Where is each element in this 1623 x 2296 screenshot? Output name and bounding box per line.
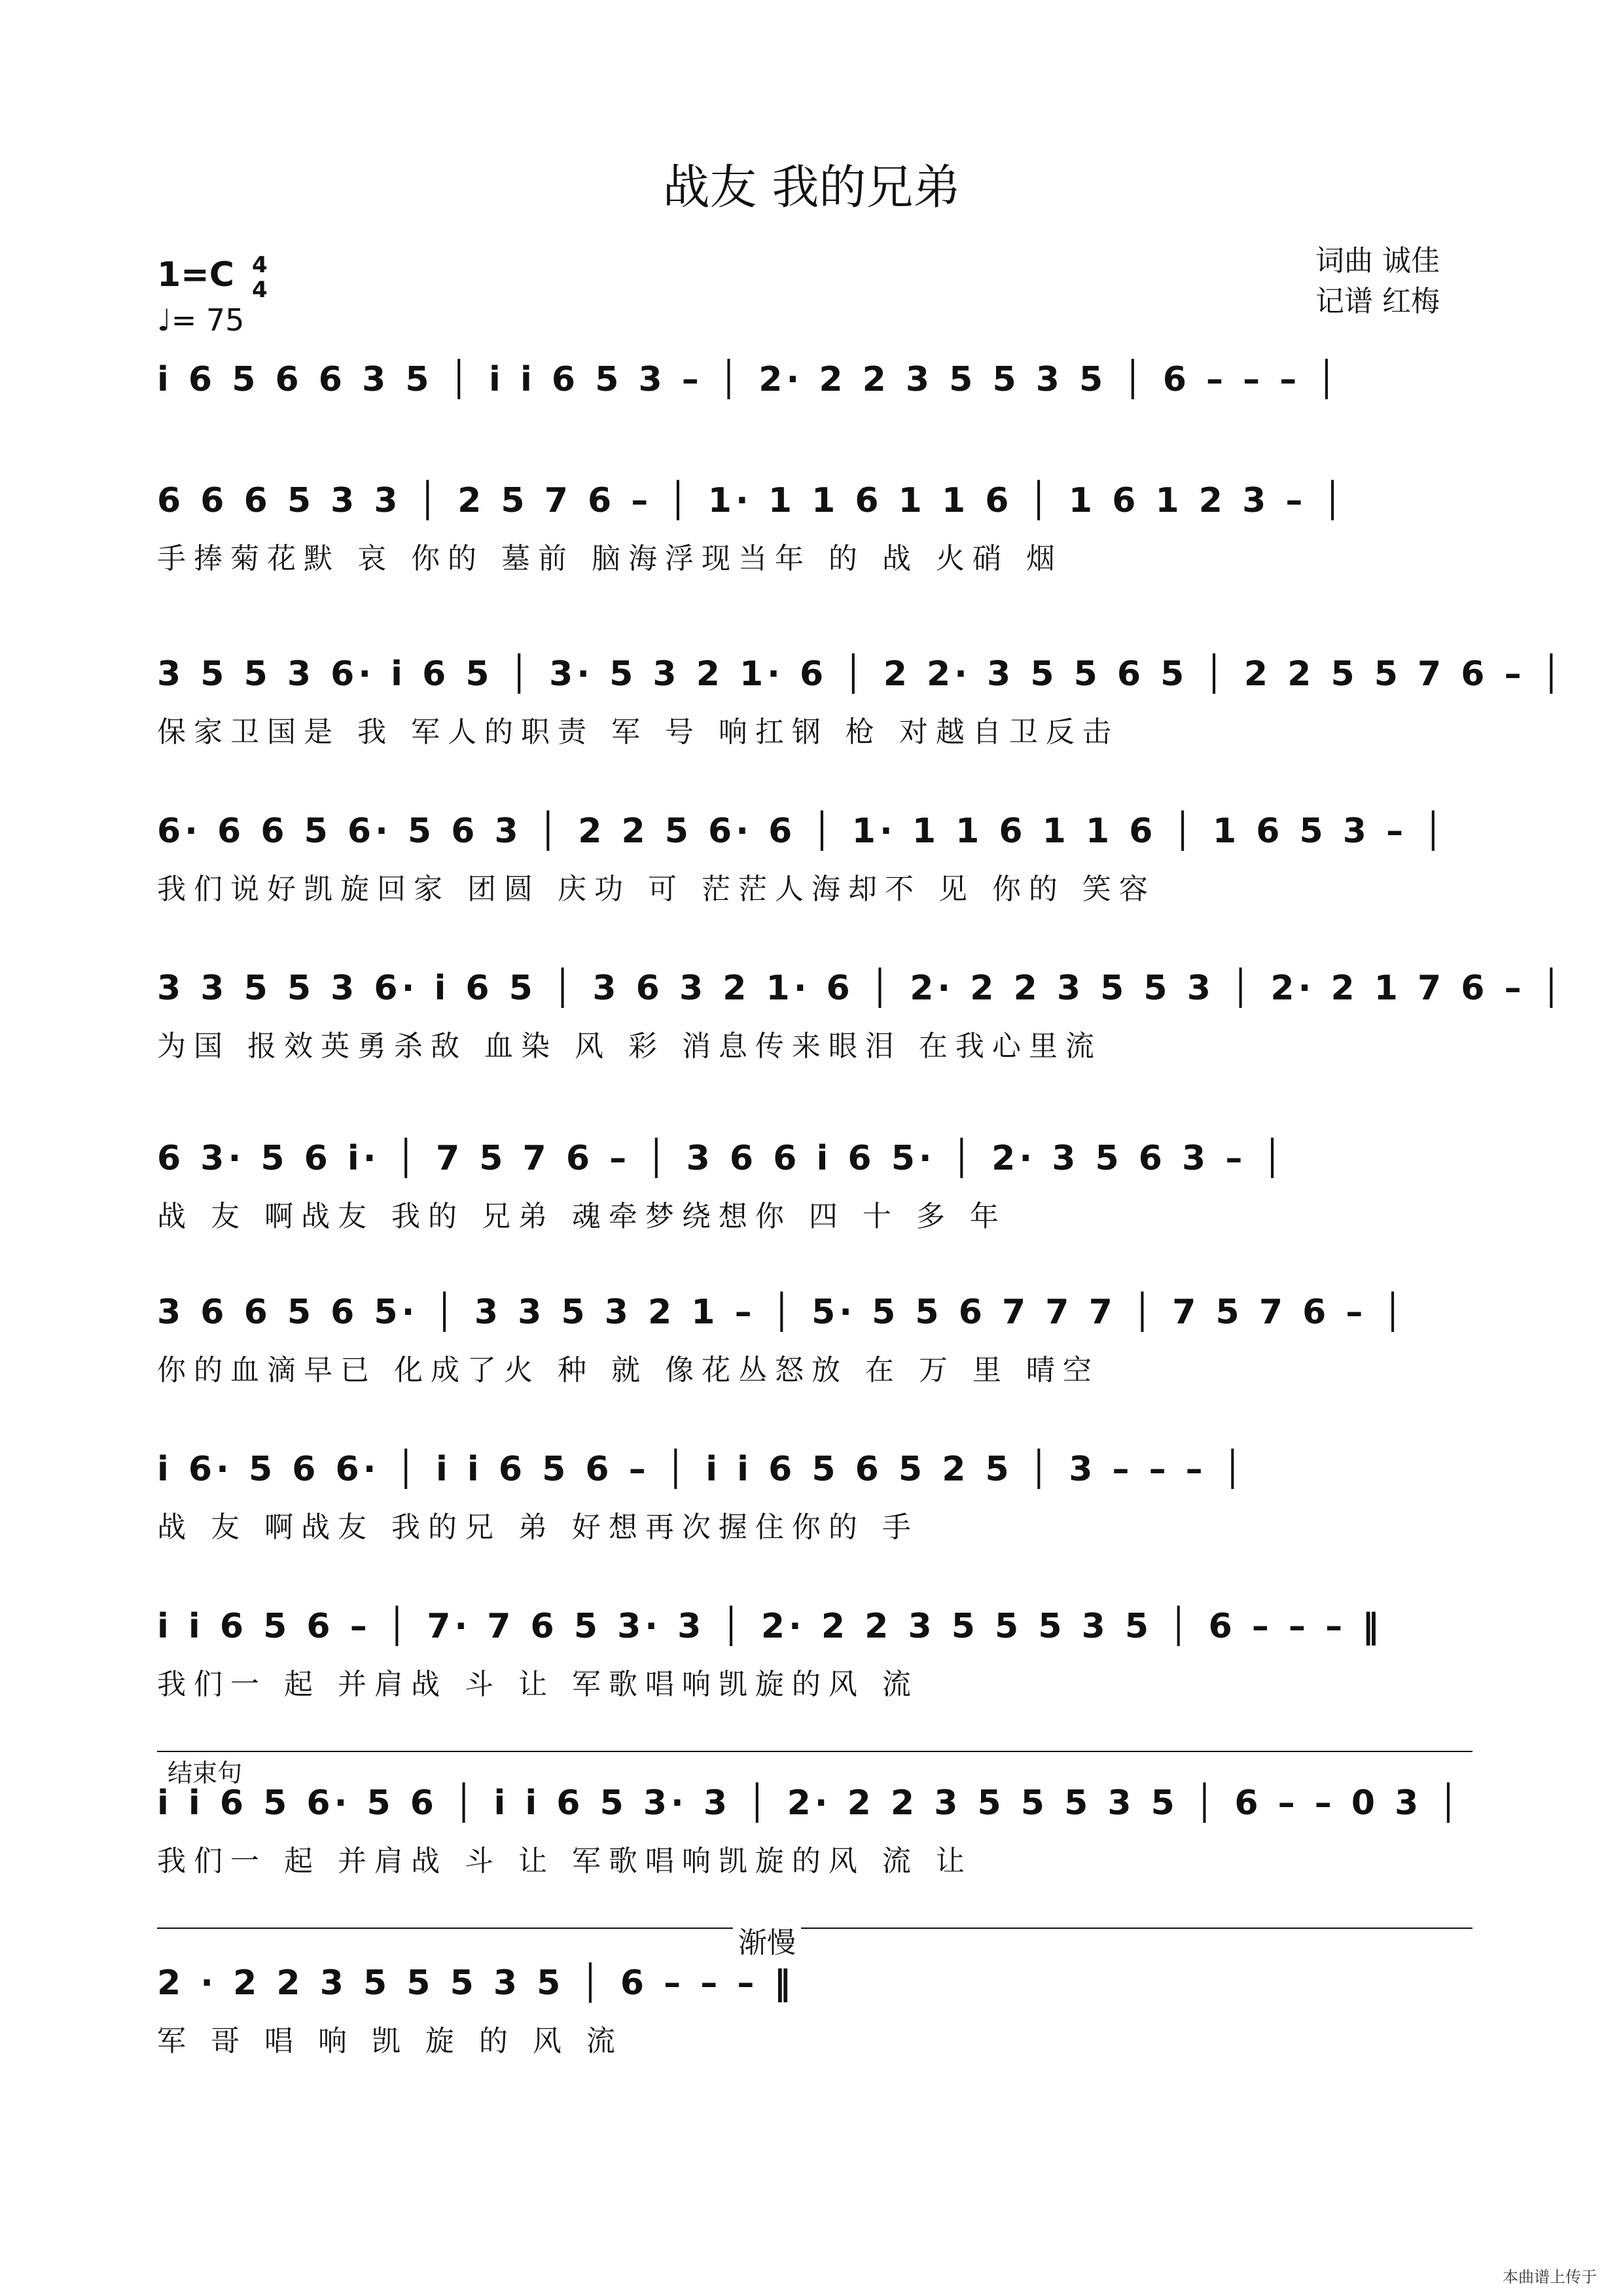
score-row-7: [157, 1286, 1472, 1417]
score-row-5: [157, 962, 1565, 1093]
credit-transcriber: 记谱 红梅: [1315, 285, 1440, 318]
lyrics: 军 哥 唱 响 凯 旋 的 风 流: [157, 2024, 623, 2058]
score-row-11: [157, 1957, 1472, 2088]
notation: i i 6 5 6· 5 6 │ i i 6 5 3· 3 │ 2· 2 2 3 5 5 5 3 5 │ 6 – – 0 3 │: [157, 1784, 1463, 1823]
lyrics: 战 友 啊战友 我的 兄弟 魂牵梦绕想你 四 十 多 年: [157, 1200, 1007, 1233]
score-row-2: [157, 475, 1472, 605]
tempo-marking: 渐慢: [733, 1919, 801, 1961]
lyrics: 你的血滴早已 化成了火 种 就 像花丛怒放 在 万 里 晴空: [157, 1354, 1099, 1387]
time-sig-top: 4: [252, 252, 268, 278]
notation: 3 3 5 5 3 6· i 6 5 │ 3 6 3 2 1· 6 │ 2· 2 2 3 5 5 3 │ 2· 2 1 7 6 – │: [157, 969, 1565, 1008]
section-rule-final: [157, 1928, 1472, 1929]
score-row-6: [157, 1132, 1472, 1263]
score-row-10: [157, 1777, 1472, 1908]
footer-credit: 本曲谱上传于: [1503, 2268, 1597, 2286]
lyrics: 保家卫国是 我 军人的职责 军 号 响扛钢 枪 对越自卫反击: [157, 715, 1119, 749]
lyrics: 我们说好凯旋回家 团圆 庆功 可 茫茫人海却不 见 你的 笑容: [157, 872, 1156, 906]
score-row-3: [157, 648, 1565, 779]
key-signature: 1=C: [157, 255, 234, 295]
page-title: 战友 我的兄弟: [662, 160, 961, 215]
notation: i i 6 5 6 – │ 7· 7 6 5 3· 3 │ 2· 2 2 3 5 5 5 3 5 │ 6 – – – ‖: [157, 1607, 1383, 1646]
time-signature: [252, 253, 268, 302]
lyrics: 战 友 啊战友 我的兄 弟 好想再次握住你的 手: [157, 1511, 919, 1544]
section-rule-ending: [157, 1751, 1472, 1752]
notation: i 6· 5 6 6· │ i i 6 5 6 – │ i i 6 5 6 5 2 5 │ 3 – – – │: [157, 1450, 1247, 1489]
score-row-4: [157, 805, 1472, 936]
notation: 3 5 5 3 6· i 6 5 │ 3· 5 3 2 1· 6 │ 2 2· 3 5 5 6 5 │ 2 2 5 5 7 6 – │: [157, 655, 1565, 694]
section-label: 结束句: [168, 1759, 243, 1787]
notation: 6 3· 5 6 i· │ 7 5 7 6 – │ 3 6 6 i 6 5· │ 2· 3 5 6 3 – │: [157, 1139, 1287, 1178]
credit-lyrics-music: 词曲 诚佳: [1315, 244, 1440, 278]
score-row-8: [157, 1443, 1472, 1574]
time-sig-bottom: 4: [252, 277, 268, 303]
lyrics: 我们一 起 并肩战 斗 让 军歌唱响凯旋的风 流: [157, 1668, 919, 1701]
score-row-1: [157, 353, 1472, 484]
notation: 6 6 6 5 3 3 │ 2 5 7 6 – │ 1· 1 1 6 1 1 6 │ 1 6 1 2 3 – │: [157, 481, 1347, 520]
notation: 2 · 2 2 3 5 5 5 3 5 │ 6 – – – ‖: [157, 1964, 795, 2003]
credits: [1315, 241, 1440, 322]
lyrics: [157, 414, 1472, 459]
tempo: ♩= 75: [157, 302, 245, 338]
lyrics: 为国 报效英勇杀敌 血染 风 彩 消息传来眼泪 在我心里流: [157, 1030, 1102, 1063]
lyrics: 手捧菊花默 哀 你的 墓前 脑海浮现当年 的 战 火硝 烟: [157, 542, 1063, 575]
lyrics: 我们一 起 并肩战 斗 让 军歌唱响凯旋的风 流 让: [157, 1844, 972, 1878]
notation: i 6 5 6 6 3 5 │ i i 6 5 3 – │ 2· 2 2 3 5 5 3 5 │ 6 – – – │: [157, 360, 1341, 399]
score-row-9: [157, 1600, 1472, 1731]
notation: 3 6 6 5 6 5· │ 3 3 5 3 2 1 – │ 5· 5 5 6 7 7 7 │ 7 5 7 6 – │: [157, 1293, 1407, 1332]
notation: 6· 6 6 5 6· 5 6 3 │ 2 2 5 6· 6 │ 1· 1 1 6 1 1 6 │ 1 6 5 3 – │: [157, 812, 1448, 851]
